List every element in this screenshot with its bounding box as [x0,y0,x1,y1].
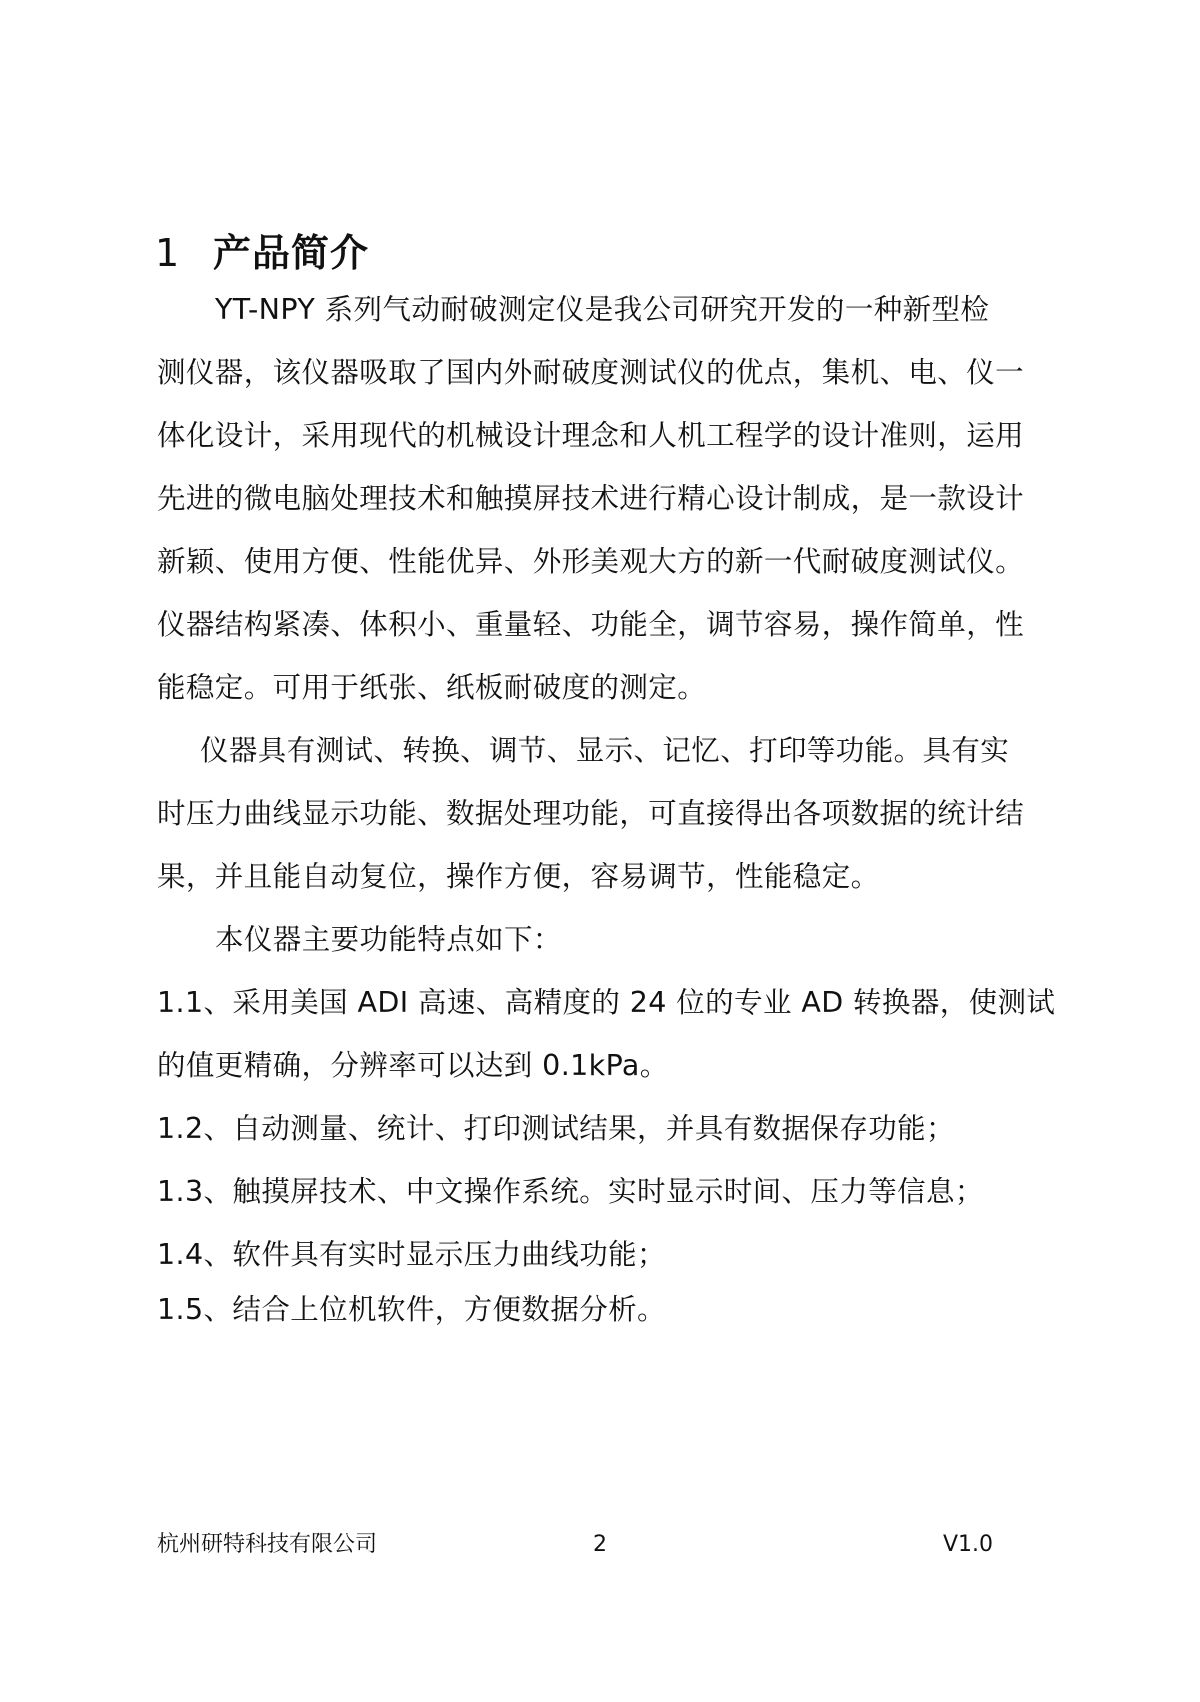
paragraph-line: 时压力曲线显示功能、数据处理功能，可直接得出各项数据的统计结 [157,797,1025,830]
paragraph-line: 体化设计，采用现代的机械设计理念和人机工程学的设计准则，运用 [157,419,1025,452]
footer-version: V1.0 [943,1532,994,1557]
feature-item: 1.1、采用美国 ADI 高速、高精度的 24 位的专业 AD 转换器，使测试 [157,986,1056,1019]
footer-page-number: 2 [593,1532,607,1557]
section-number: 1 [155,231,181,275]
paragraph-line: 新颖、使用方便、性能优异、外形美观大方的新一代耐破度测试仪。 [157,545,1025,578]
section-heading [155,222,369,277]
paragraph-line: 仪器具有测试、转换、调节、显示、记忆、打印等功能。具有实 [200,734,1010,767]
feature-item: 1.5、结合上位机软件，方便数据分析。 [157,1293,666,1326]
paragraph-line: 先进的微电脑处理技术和触摸屏技术进行精心设计制成，是一款设计 [157,482,1025,515]
feature-item: 1.4、软件具有实时显示压力曲线功能； [157,1238,666,1271]
paragraph-line: 本仪器主要功能特点如下： [215,923,562,956]
feature-item-continued: 的值更精确，分辨率可以达到 0.1kPa。 [157,1049,669,1082]
paragraph-line: 测仪器，该仪器吸取了国内外耐破度测试仪的优点，集机、电、仪一 [157,356,1025,389]
paragraph-line: 能稳定。可用于纸张、纸板耐破度的测定。 [157,671,707,704]
paragraph-line: YT-NPY 系列气动耐破测定仪是我公司研究开发的一种新型检 [215,293,990,326]
footer-company: 杭州研特科技有限公司 [157,1532,378,1557]
paragraph-line: 仪器结构紧凑、体积小、重量轻、功能全，调节容易，操作简单，性 [157,608,1025,641]
feature-item: 1.2、自动测量、统计、打印测试结果，并具有数据保存功能； [157,1112,955,1145]
section-title: 产品简介 [213,231,370,275]
paragraph-line: 果，并且能自动复位，操作方便，容易调节，性能稳定。 [157,860,880,893]
feature-item: 1.3、触摸屏技术、中文操作系统。实时显示时间、压力等信息； [157,1175,984,1208]
